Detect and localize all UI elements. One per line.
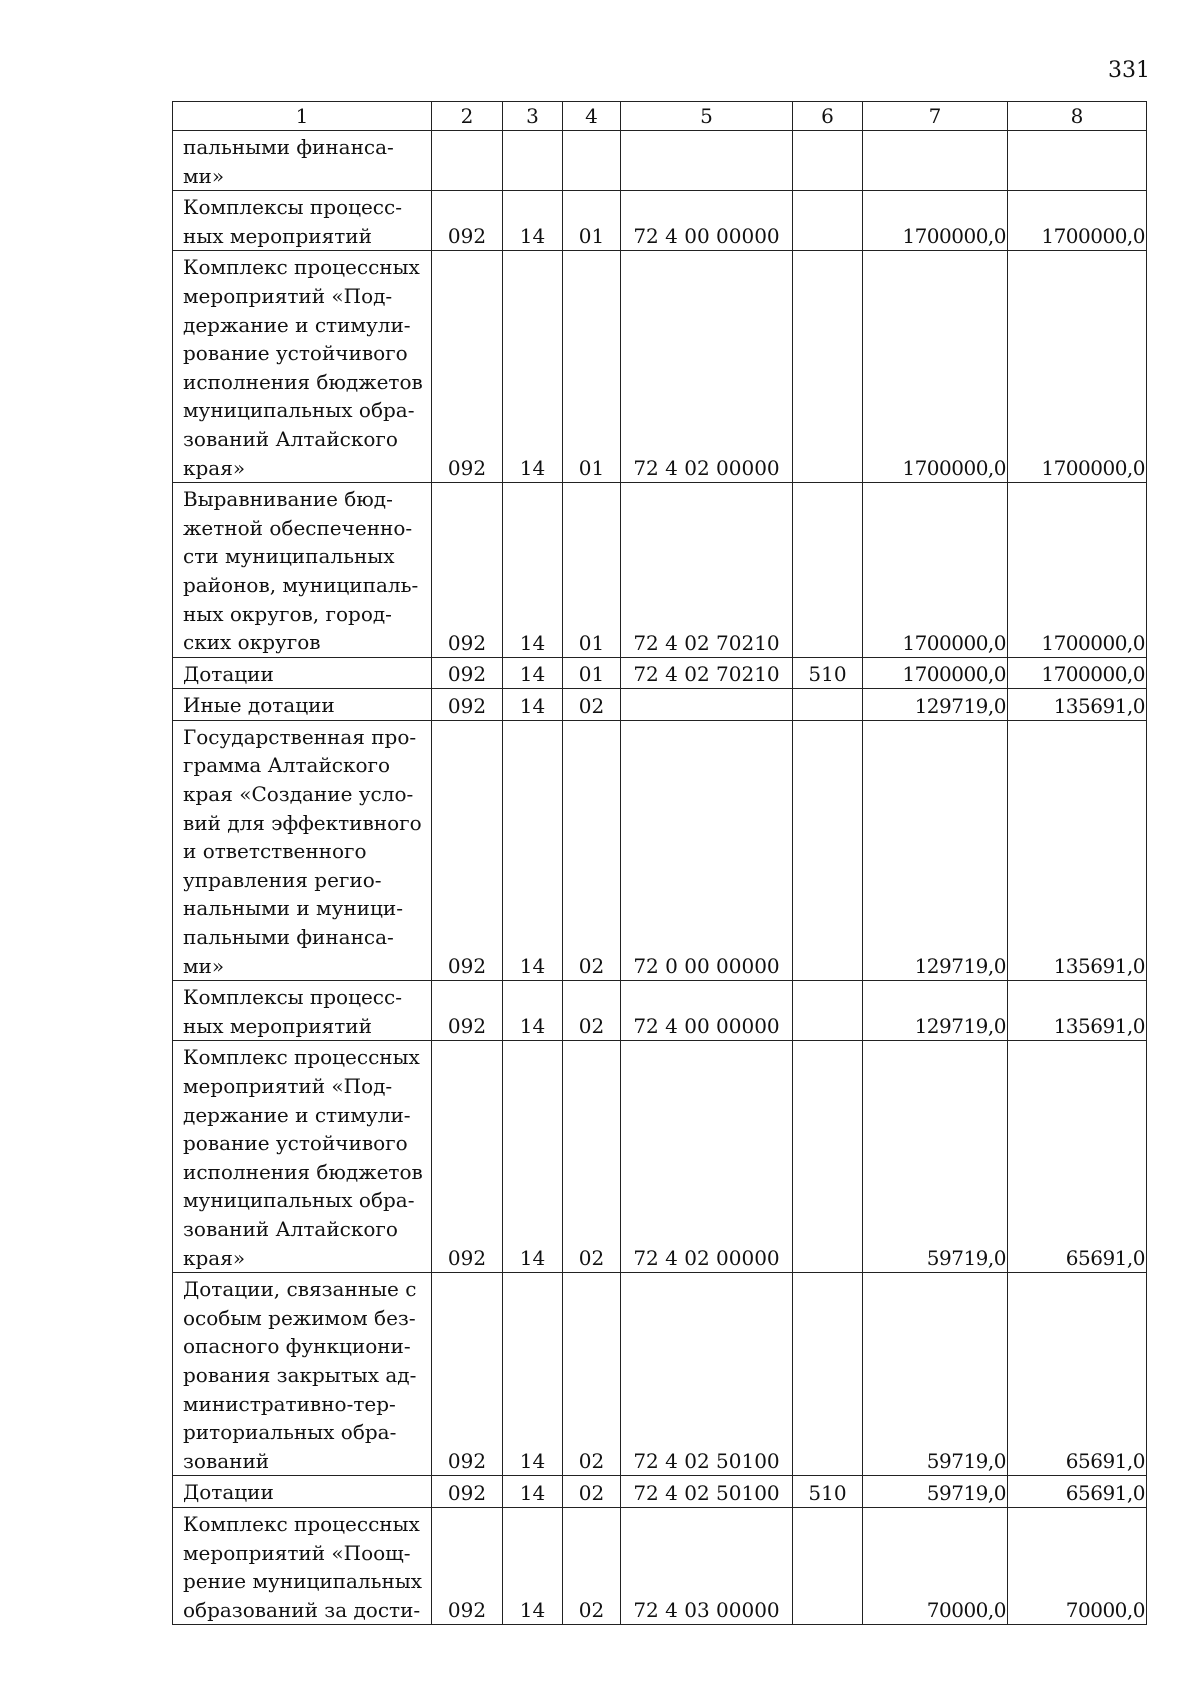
row-name-cell: Дотации, связанные с особым режимом без- опасного функциони- рования закрытых ад- министративно-тер- риториальных обра- зований [173, 1273, 432, 1476]
target-article-cell: 72 4 00 00000 [621, 191, 793, 251]
expense-type-cell [793, 131, 863, 191]
target-article-cell: 72 4 02 00000 [621, 251, 793, 483]
amount-col7-cell: 1700000,0 [863, 191, 1008, 251]
amount-col7-cell: 129719,0 [863, 689, 1008, 721]
target-article-cell: 72 0 00 00000 [621, 720, 793, 980]
expense-type-cell [793, 1273, 863, 1476]
row-name-cell: пальными финанса- ми» [173, 131, 432, 191]
subsection-cell: 02 [563, 1041, 621, 1273]
header-cell: 8 [1008, 102, 1147, 131]
admin-code-cell: 092 [432, 981, 503, 1041]
table-row [173, 1273, 1147, 1476]
section-cell: 14 [503, 1273, 563, 1476]
row-name-cell: Комплекс процессных мероприятий «Поощ- рение муниципальных образований за дости- [173, 1507, 432, 1624]
page-number: 331 [1108, 58, 1150, 83]
expense-type-cell [793, 483, 863, 658]
header-cell: 3 [503, 102, 563, 131]
admin-code-cell: 092 [432, 657, 503, 689]
target-article-cell [621, 131, 793, 191]
admin-code-cell: 092 [432, 1476, 503, 1508]
budget-table [172, 101, 1147, 1625]
subsection-cell: 01 [563, 191, 621, 251]
amount-col8-cell: 70000,0 [1008, 1507, 1147, 1624]
table-row [173, 251, 1147, 483]
table-body [173, 102, 1147, 1625]
section-cell [503, 131, 563, 191]
table-row [173, 191, 1147, 251]
section-cell: 14 [503, 981, 563, 1041]
subsection-cell: 01 [563, 657, 621, 689]
expense-type-cell [793, 981, 863, 1041]
target-article-cell: 72 4 02 50100 [621, 1273, 793, 1476]
amount-col8-cell: 1700000,0 [1008, 191, 1147, 251]
row-name-cell: Дотации [173, 1476, 432, 1508]
expense-type-cell [793, 1041, 863, 1273]
table-row [173, 657, 1147, 689]
amount-col7-cell: 70000,0 [863, 1507, 1008, 1624]
header-cell: 1 [173, 102, 432, 131]
section-cell: 14 [503, 1041, 563, 1273]
table-header-row [173, 102, 1147, 131]
admin-code-cell: 092 [432, 689, 503, 721]
table-row [173, 981, 1147, 1041]
row-name-cell: Комплекс процессных мероприятий «Под- держание и стимули- рование устойчивого исполнения бюджетов муниципальных обра- зований Алтайского края» [173, 1041, 432, 1273]
target-article-cell: 72 4 02 50100 [621, 1476, 793, 1508]
subsection-cell: 02 [563, 1507, 621, 1624]
expense-type-cell: 510 [793, 657, 863, 689]
section-cell: 14 [503, 251, 563, 483]
amount-col8-cell: 135691,0 [1008, 689, 1147, 721]
expense-type-cell [793, 251, 863, 483]
admin-code-cell: 092 [432, 251, 503, 483]
section-cell: 14 [503, 191, 563, 251]
section-cell: 14 [503, 1476, 563, 1508]
target-article-cell: 72 4 02 00000 [621, 1041, 793, 1273]
row-name-cell: Комплекс процессных мероприятий «Под- держание и стимули- рование устойчивого исполнения бюджетов муниципальных обра- зований Алтайского края» [173, 251, 432, 483]
amount-col8-cell: 65691,0 [1008, 1041, 1147, 1273]
subsection-cell: 02 [563, 689, 621, 721]
target-article-cell: 72 4 00 00000 [621, 981, 793, 1041]
row-name-cell: Дотации [173, 657, 432, 689]
header-cell: 7 [863, 102, 1008, 131]
admin-code-cell: 092 [432, 1273, 503, 1476]
table-row [173, 131, 1147, 191]
amount-col7-cell: 59719,0 [863, 1476, 1008, 1508]
row-name-cell: Комплексы процесс- ных мероприятий [173, 981, 432, 1041]
target-article-cell: 72 4 02 70210 [621, 657, 793, 689]
amount-col7-cell [863, 131, 1008, 191]
amount-col8-cell: 65691,0 [1008, 1273, 1147, 1476]
row-name-cell: Выравнивание бюд- жетной обеспеченно- сти муниципальных районов, муниципаль- ных округов, город- ских округов [173, 483, 432, 658]
target-article-cell [621, 689, 793, 721]
amount-col7-cell: 129719,0 [863, 720, 1008, 980]
section-cell: 14 [503, 720, 563, 980]
row-name-cell: Государственная про- грамма Алтайского края «Создание усло- вий для эффективного и ответственного управления регио- нальными и муници- пальными финанса- ми» [173, 720, 432, 980]
expense-type-cell: 510 [793, 1476, 863, 1508]
subsection-cell: 02 [563, 981, 621, 1041]
header-cell: 2 [432, 102, 503, 131]
table-row [173, 720, 1147, 980]
target-article-cell: 72 4 03 00000 [621, 1507, 793, 1624]
amount-col8-cell: 1700000,0 [1008, 657, 1147, 689]
header-cell: 5 [621, 102, 793, 131]
amount-col8-cell: 135691,0 [1008, 720, 1147, 980]
amount-col7-cell: 59719,0 [863, 1041, 1008, 1273]
section-cell: 14 [503, 657, 563, 689]
amount-col7-cell: 59719,0 [863, 1273, 1008, 1476]
table-row [173, 1041, 1147, 1273]
subsection-cell: 02 [563, 720, 621, 980]
table-row [173, 1476, 1147, 1508]
admin-code-cell: 092 [432, 1041, 503, 1273]
admin-code-cell: 092 [432, 720, 503, 980]
subsection-cell: 02 [563, 1273, 621, 1476]
row-name-cell: Комплексы процесс- ных мероприятий [173, 191, 432, 251]
expense-type-cell [793, 191, 863, 251]
amount-col8-cell [1008, 131, 1147, 191]
subsection-cell: 01 [563, 483, 621, 658]
admin-code-cell: 092 [432, 483, 503, 658]
header-cell: 6 [793, 102, 863, 131]
amount-col7-cell: 1700000,0 [863, 251, 1008, 483]
subsection-cell [563, 131, 621, 191]
amount-col8-cell: 65691,0 [1008, 1476, 1147, 1508]
table-row [173, 689, 1147, 721]
header-cell: 4 [563, 102, 621, 131]
admin-code-cell [432, 131, 503, 191]
subsection-cell: 02 [563, 1476, 621, 1508]
table-row [173, 483, 1147, 658]
section-cell: 14 [503, 1507, 563, 1624]
subsection-cell: 01 [563, 251, 621, 483]
admin-code-cell: 092 [432, 191, 503, 251]
expense-type-cell [793, 720, 863, 980]
amount-col8-cell: 135691,0 [1008, 981, 1147, 1041]
amount-col7-cell: 129719,0 [863, 981, 1008, 1041]
section-cell: 14 [503, 689, 563, 721]
amount-col8-cell: 1700000,0 [1008, 251, 1147, 483]
section-cell: 14 [503, 483, 563, 658]
amount-col7-cell: 1700000,0 [863, 483, 1008, 658]
admin-code-cell: 092 [432, 1507, 503, 1624]
expense-type-cell [793, 1507, 863, 1624]
table-row [173, 1507, 1147, 1624]
target-article-cell: 72 4 02 70210 [621, 483, 793, 658]
row-name-cell: Иные дотации [173, 689, 432, 721]
amount-col8-cell: 1700000,0 [1008, 483, 1147, 658]
expense-type-cell [793, 689, 863, 721]
amount-col7-cell: 1700000,0 [863, 657, 1008, 689]
